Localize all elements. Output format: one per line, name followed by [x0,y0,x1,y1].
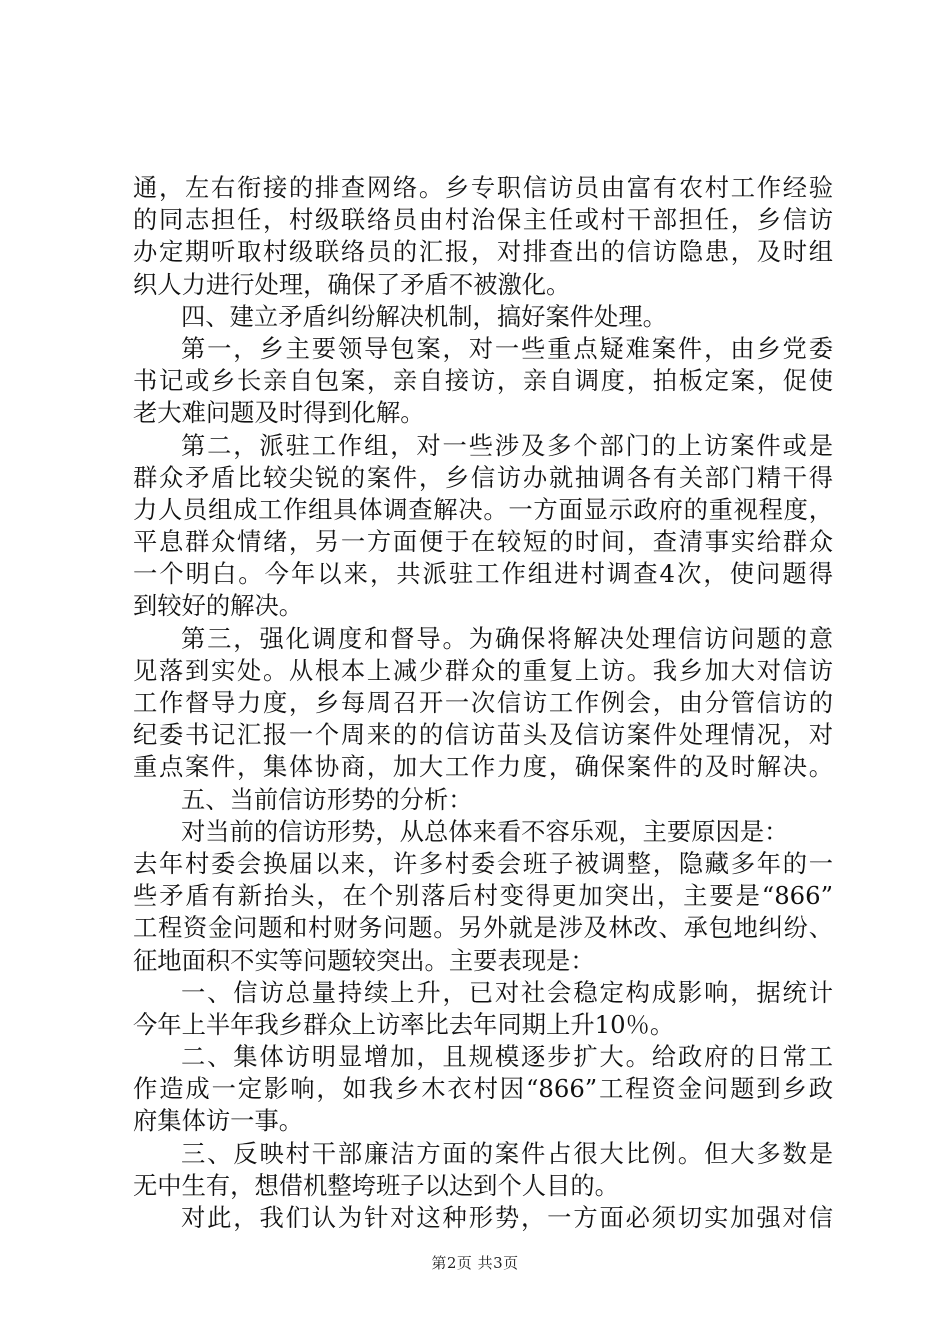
text-line: 见落到实处。从根本上减少群众的重复上访。我乡加大对信访 [133,655,833,685]
text-line: 第二，派驻工作组，对一些涉及多个部门的上访案件或是 [181,430,833,460]
text-line: 平息群众情绪，另一方面便于在较短的时间，查清事实给群众 [133,527,833,557]
text-line: 的同志担任，村级联络员由村治保主任或村干部担任，乡信访 [133,205,833,235]
text-line: 办定期听取村级联络员的汇报，对排查出的信访隐患，及时组 [133,237,833,267]
text-line: 书记或乡长亲自包案，亲自接访，亲自调度，拍板定案，促使 [133,366,833,396]
text-line: 第三，强化调度和督导。为确保将解决处理信访问题的意 [181,623,833,653]
text-line: 无中生有，想借机整垮班子以达到个人目的。 [133,1170,619,1200]
text-line: 一、信访总量持续上升，已对社会稳定构成影响，据统计 [181,977,833,1007]
text-line: 到较好的解决。 [133,591,304,621]
text-line: 群众矛盾比较尖锐的案件，乡信访办就抽调各有关部门精干得 [133,462,833,492]
text-line: 二、集体访明显增加，且规模逐步扩大。给政府的日常工 [181,1042,833,1072]
text-line: 老大难问题及时得到化解。 [133,398,425,428]
text-line: 府集体访一事。 [133,1106,304,1136]
text-line: 去年村委会换届以来，许多村委会班子被调整，隐藏多年的一 [133,848,833,878]
section-heading: 四、建立矛盾纠纷解决机制，搞好案件处理。 [181,301,667,331]
text-line: 对此，我们认为针对这种形势，一方面必须切实加强对信 [181,1203,833,1232]
document-body [133,172,833,1234]
text-line: 作造成一定影响，如我乡木衣村因“866”工程资金问题到乡政 [133,1074,833,1104]
text-line: 工程资金问题和村财务问题。另外就是涉及林改、承包地纠纷、 [133,913,833,943]
page-number-footer: 第2页 共3页 [431,1254,519,1272]
text-line: 力人员组成工作组具体调查解决。一方面显示政府的重视程度， [133,494,833,524]
section-heading: 五、当前信访形势的分析： [181,784,473,814]
text-line: 重点案件，集体协商，加大工作力度，确保案件的及时解决。 [133,752,833,782]
text-line: 三、反映村干部廉洁方面的案件占很大比例。但大多数是 [181,1138,833,1168]
text-line: 对当前的信访形势，从总体来看不容乐观，主要原因是： [181,816,789,846]
text-line: 通，左右衔接的排查网络。乡专职信访员由富有农村工作经验 [133,173,833,202]
text-line: 第一，乡主要领导包案，对一些重点疑难案件，由乡党委 [181,333,833,363]
text-line: 征地面积不实等问题较突出。主要表现是： [133,945,595,975]
text-line: 今年上半年我乡群众上访率比去年同期上升10％。 [133,1009,675,1039]
text-line: 一个明白。今年以来，共派驻工作组进村调查4次，使问题得 [133,559,833,589]
text-line: 织人力进行处理，确保了矛盾不被激化。 [133,269,571,299]
text-line: 工作督导力度，乡每周召开一次信访工作例会，由分管信访的 [133,688,833,717]
text-line: 些矛盾有新抬头，在个别落后村变得更加突出，主要是“866” [133,881,833,911]
text-line: 纪委书记汇报一个周来的的信访苗头及信访案件处理情况，对 [133,720,833,750]
